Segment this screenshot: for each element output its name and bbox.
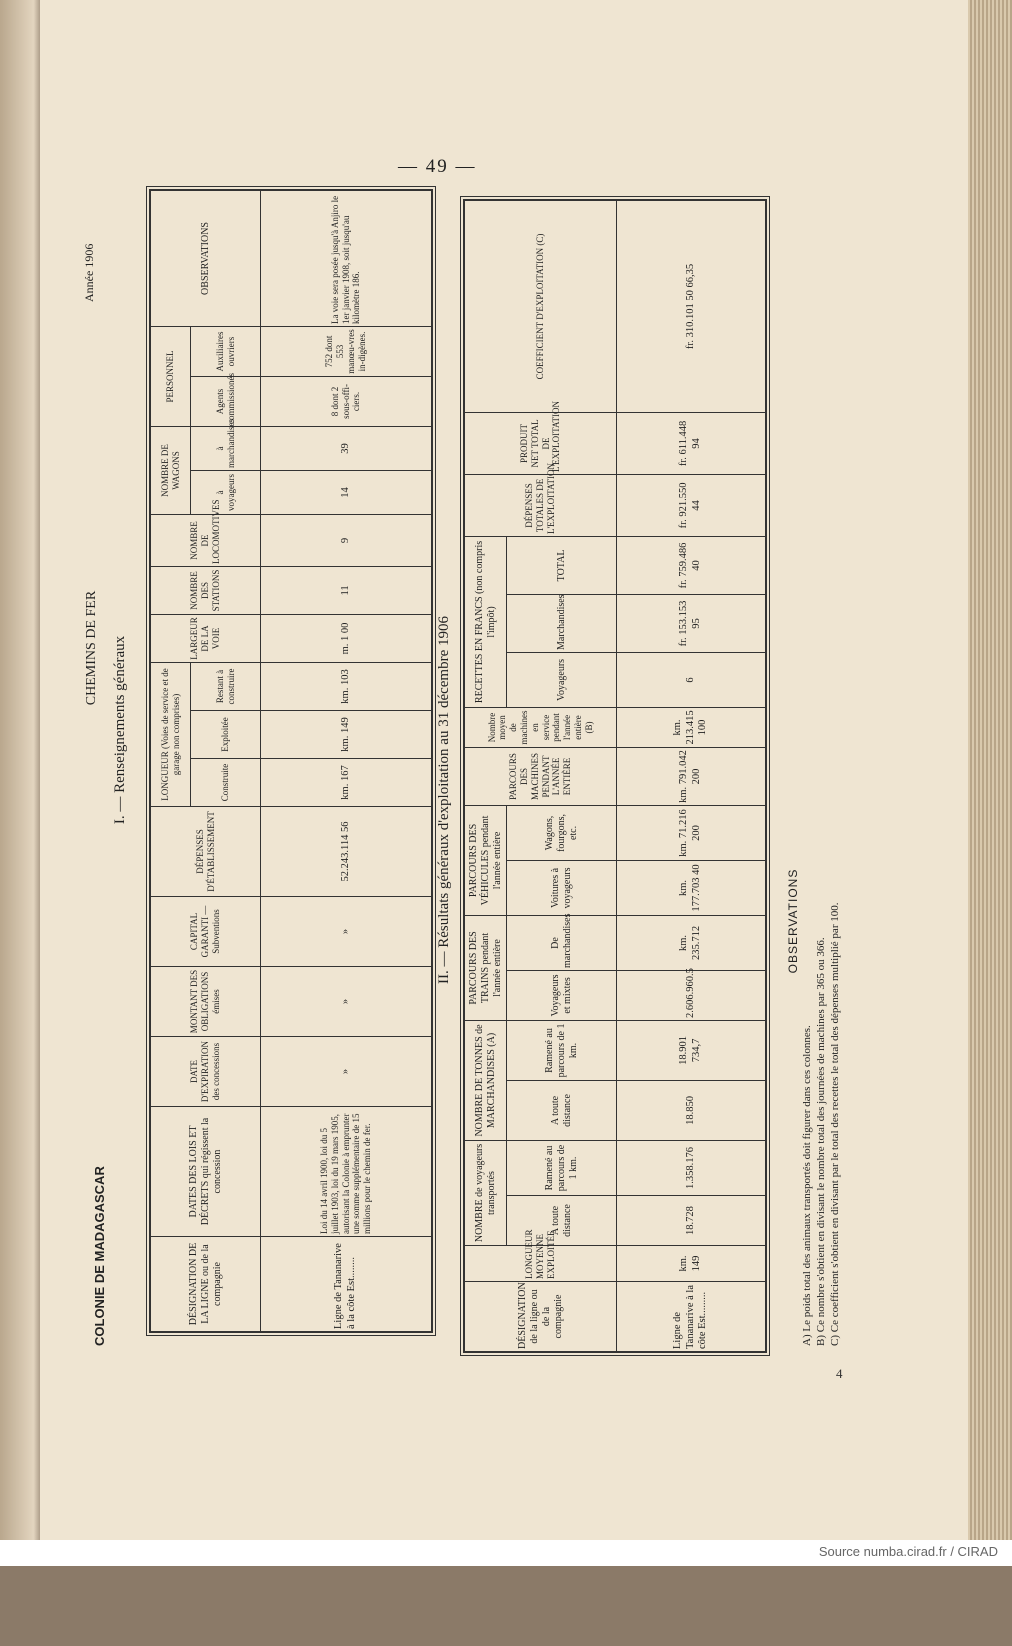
t2-col-longueur: LONGUEUR MOYENNE EXPLOITÉE: [465, 1246, 617, 1282]
t1-cell-agents: 8 dont 2 sous-offi-ciers.: [261, 376, 432, 426]
t1-col-locomotives: NOMBRE DE LOCOMOTIVES: [151, 514, 261, 566]
t2-cell-r-total: fr. 759.486 40: [617, 536, 766, 594]
t2-cell-r-march: fr. 153.153 95: [617, 594, 766, 652]
t2-col-voyageurs: NOMBRE de voyageurs transportés: [465, 1140, 507, 1245]
t1-col-restant: Restant à construire: [191, 662, 261, 710]
t2-col-r-march: Marchandises: [507, 594, 617, 652]
t1-col-wag-march: à marchandises: [191, 426, 261, 470]
t2-cell-tr-voy: 2.606.960.5: [617, 970, 766, 1020]
t2-col-ve-wag: Wagons, fourgons, etc.: [507, 805, 617, 860]
t2-col-v-toute: A toute distance: [507, 1196, 617, 1246]
t1-col-largeur: LARGEUR DE LA VOIE: [151, 614, 261, 662]
t2-cell-ve-voit: km. 177.703 40: [617, 860, 766, 915]
t1-col-stations: NOMBRE DES STATIONS: [151, 566, 261, 614]
t1-col-capital: CAPITAL GARANTI — Subventions: [151, 897, 261, 967]
t1-cell-capital: »: [261, 897, 432, 967]
t1-col-personnel: PERSONNEL: [151, 326, 191, 426]
t2-cell-coef: fr. 310.101 50 66,35: [617, 201, 766, 413]
t2-col-ve-voit: Voitures à voyageurs: [507, 860, 617, 915]
t2-cell-ve-wag: km. 71.216 200: [617, 805, 766, 860]
t1-cell-exploitee: km. 149: [261, 711, 432, 759]
t2-cell-depenses: fr. 921.550 44: [617, 474, 766, 536]
header-colony: COLONIE DE MADAGASCAR: [92, 1166, 107, 1346]
t2-col-produit: PRODUIT NET TOTAL DE L'EXPLOITATION: [465, 412, 617, 474]
t1-col-dates: DATES DES LOIS ET DÉCRETS qui régissent la concession: [151, 1107, 261, 1237]
t2-cell-t-ramene: 18.901 734,7: [617, 1020, 766, 1080]
t2-cell-v-toute: 18.728: [617, 1196, 766, 1246]
t2-cell-longueur: km. 149: [617, 1246, 766, 1282]
note-b: B) Ce nombre s'obtient en divisant le nombre total des journées de machines par 365 ou 366.: [815, 937, 827, 1346]
t1-col-designation: DÉSIGNATION DE LA LIGNE ou de la compagnie: [151, 1237, 261, 1332]
table1-title: I. — Renseignements généraux: [112, 635, 128, 825]
t2-col-r-voy: Voyageurs: [507, 652, 617, 707]
t2-col-t-toute: A toute distance: [507, 1080, 617, 1140]
t2-col-vehicules: PARCOURS DES VÉHICULES pendant l'année entière: [465, 805, 507, 915]
t1-col-wag-voy: à voyageurs: [191, 470, 261, 514]
t2-col-tr-march: De marchandises: [507, 915, 617, 970]
t2-cell-moyen: km. 213.415 100: [617, 707, 766, 747]
t1-cell-depenses: 52.243.114 56: [261, 807, 432, 897]
page-stack-edge: [968, 0, 1012, 1540]
t2-col-tr-voy: Voyageurs et mixtes: [507, 970, 617, 1020]
header-year: Année 1906: [82, 243, 96, 302]
table1: [146, 186, 436, 1336]
t2-col-machines: PARCOURS DES MACHINES PENDANT L'ANNÉE ENTIÈRE: [465, 747, 617, 805]
t2-col-trains: PARCOURS DES TRAINS pendant l'année entière: [465, 915, 507, 1020]
source-credit: Source numba.cirad.fr / CIRAD: [818, 1544, 998, 1559]
t2-col-designation: DÉSIGNATION de la ligne ou de la compagnie: [465, 1282, 617, 1352]
page-number: — 49 —: [398, 156, 477, 177]
t1-col-exploitee: Exploitée: [191, 711, 261, 759]
t1-col-montant: MONTANT DES OBLIGATIONS émises: [151, 967, 261, 1037]
t1-col-wagons: NOMBRE DE WAGONS: [151, 426, 191, 514]
t1-cell-construite: km. 167: [261, 759, 432, 807]
note-a: A) Le poids total des animaux transportés doit figurer dans ces colonnes.: [801, 1025, 813, 1346]
t2-col-depenses: DÉPENSES TOTALES DE L'EXPLOITATION: [465, 474, 617, 536]
t2-cell-produit: fr. 611.448 94: [617, 412, 766, 474]
t1-cell-observations: La voie sera posée jusqu'à Anjiro le 1er janvier 1908, soit jusqu'au kilomètre 186.: [261, 191, 432, 327]
t2-cell-tr-march: km. 235.712: [617, 915, 766, 970]
t1-cell-expiration: »: [261, 1037, 432, 1107]
t1-col-longueur: LONGUEUR (Voies de service et de garage non comprises): [151, 662, 191, 806]
t2-cell-r-voy: 6: [617, 652, 766, 707]
t2-col-recettes: RECETTES EN FRANCS (non compris l'impôt): [465, 536, 507, 707]
t2-col-coef: COEFFICIENT D'EXPLOITATION (C): [465, 201, 617, 413]
t1-col-expiration: DATE D'EXPIRATION des concessions: [151, 1037, 261, 1107]
table2: [460, 196, 770, 1356]
t1-cell-restant: km. 103: [261, 662, 432, 710]
t2-col-tonnes: NOMBRE DE TONNES de MARCHANDISES (A): [465, 1020, 507, 1140]
t1-cell-montant: »: [261, 967, 432, 1037]
t1-col-auxiliaires: Auxiliaires ouvriers: [191, 326, 261, 376]
t1-col-observations: OBSERVATIONS: [151, 191, 261, 327]
t2-cell-designation: Ligne de Tananarive à la côte Est.........: [617, 1282, 766, 1352]
header-subject: CHEMINS DE FER: [84, 590, 99, 706]
table2-title: II. — Résultats généraux d'exploitation au 31 décembre 1906: [436, 616, 452, 985]
t2-col-r-total: TOTAL: [507, 536, 617, 594]
t2-col-v-ramene: Ramené au parcours de 1 km.: [507, 1140, 617, 1195]
observations: [786, 196, 856, 1346]
t2-cell-t-toute: 18.850: [617, 1080, 766, 1140]
t1-cell-largeur: m. 1 00: [261, 614, 432, 662]
observations-title: OBSERVATIONS: [786, 868, 800, 974]
t1-cell-designation: Ligne de Tananarive à la côte Est........: [261, 1237, 432, 1332]
t1-cell-stations: 11: [261, 566, 432, 614]
t1-col-agents: Agents commissionés: [191, 376, 261, 426]
t1-cell-auxiliaires: 752 dont 553 manœu-vres in-digènes.: [261, 326, 432, 376]
t1-cell-locomotives: 9: [261, 514, 432, 566]
t2-cell-v-ramene: 1.358.176: [617, 1140, 766, 1195]
t2-col-moyen: Nombre moyen de machines en service pendant l'année entière (B): [465, 707, 617, 747]
t2-col-t-ramene: Ramené au parcours de 1 km.: [507, 1020, 617, 1080]
t1-cell-dates: Loi du 14 avril 1900, loi du 5 juillet 1903, loi du 19 mars 1905, autorisant la Colonie à emprunter une somme supplémentaire de 15 millions pour le chemin de fer.: [261, 1107, 432, 1237]
sheet-number: 4: [836, 1366, 843, 1381]
t2-cell-machines: km. 791.042 200: [617, 747, 766, 805]
t1-col-depenses: DÉPENSES D'ÉTABLISSEMENT: [151, 807, 261, 897]
t1-cell-wag-march: 39: [261, 426, 432, 470]
t1-cell-wag-voy: 14: [261, 470, 432, 514]
t1-col-construite: Construite: [191, 759, 261, 807]
note-c: C) Ce coefficient s'obtient en divisant par le total des recettes le total des dépenses multiplié par 100.: [829, 902, 841, 1346]
